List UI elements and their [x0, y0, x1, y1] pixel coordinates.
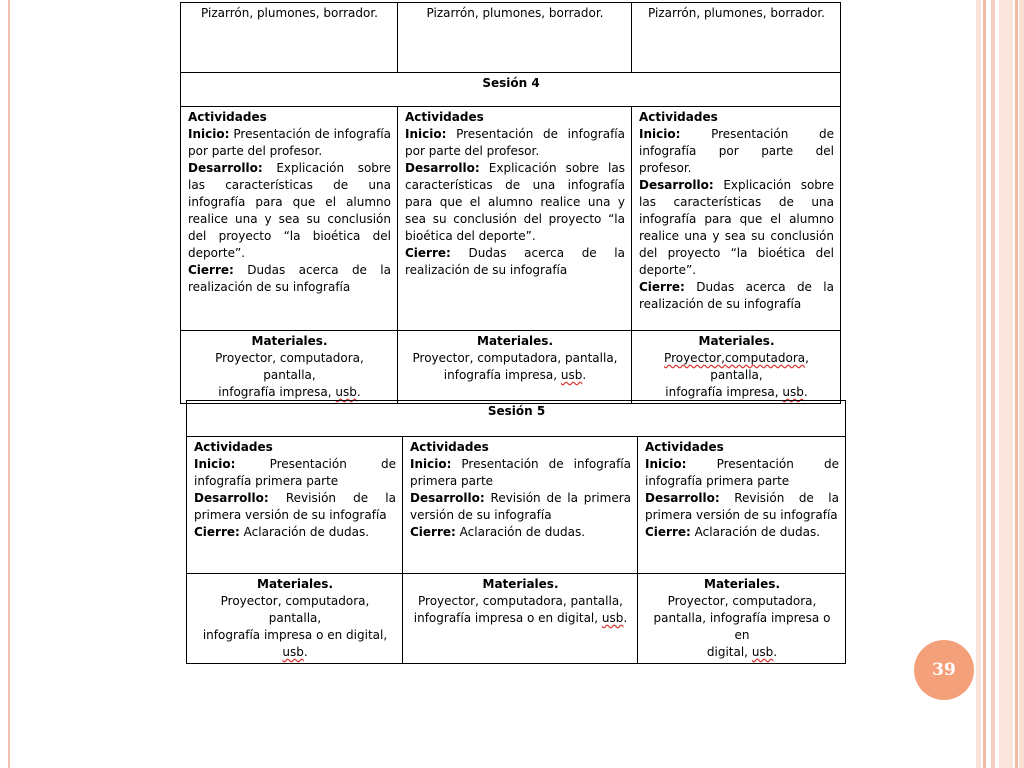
- activities-row: [187, 437, 846, 574]
- materials-line: Proyector, computadora, pantalla,: [220, 594, 370, 625]
- materials-cell: [632, 331, 841, 404]
- resources-cell: Pizarrón, plumones, borrador.: [632, 3, 841, 73]
- activities-cell: [403, 437, 638, 574]
- resources-cell: Pizarrón, plumones, borrador.: [181, 3, 398, 73]
- usb-word: usb: [751, 645, 774, 659]
- materials-cell: [181, 331, 398, 404]
- materials-heading: Materiales.: [482, 577, 559, 591]
- materials-period: .: [803, 385, 808, 399]
- right-decor-stripe: [1015, 0, 1018, 768]
- materials-row: [181, 331, 841, 404]
- activities-cell: [632, 107, 841, 331]
- materials-cell: [398, 331, 632, 404]
- activities-heading: Actividades: [188, 110, 267, 124]
- materials-misspelled-text: Proyector,computadora: [664, 351, 806, 365]
- inicio-label: Inicio:: [188, 127, 230, 141]
- desarrollo-text: Explicación sobre las características de una infografía para que el alumno realice una y sea su conclusión del proyecto “la bioética del deporte”.: [639, 178, 834, 277]
- cierre-label: Cierre:: [410, 525, 456, 539]
- inicio-label: Inicio:: [645, 457, 687, 471]
- session-5-table: [186, 400, 846, 664]
- materials-period: .: [356, 385, 361, 399]
- materials-heading: Materiales.: [704, 577, 780, 591]
- right-decor-stripe: [976, 0, 981, 768]
- materials-line: Proyector, computadora, pantalla,: [412, 351, 618, 365]
- materials-heading: Materiales.: [257, 577, 333, 591]
- materials-row: [187, 574, 846, 664]
- materials-text: infografía impresa o en digital,: [413, 611, 602, 625]
- inicio-text: Presentación de infografía primera parte: [194, 457, 396, 488]
- materials-text: infografía impresa,: [665, 385, 783, 399]
- materials-cell: [638, 574, 846, 664]
- materials-text: , pantalla,: [710, 351, 809, 382]
- activities-heading: Actividades: [645, 440, 724, 454]
- right-decor-stripe: [983, 0, 986, 768]
- cierre-text: Dudas acerca de la realización de su infografía: [188, 263, 391, 294]
- materials-text: infografía impresa o en digital,: [202, 628, 388, 642]
- materials-period: .: [773, 645, 778, 659]
- materials-line: pantalla, infografía impresa o en: [653, 611, 831, 642]
- desarrollo-label: Desarrollo:: [645, 491, 720, 505]
- right-decor-stripe: [991, 0, 995, 768]
- inicio-text: Presentación de infografía primera parte: [645, 457, 839, 488]
- desarrollo-text: Explicación sobre las características de una infografía para que el alumno realice una y sea su conclusión del proyecto “la bioética del deporte”.: [188, 161, 391, 260]
- materials-text: digital,: [706, 645, 752, 659]
- cierre-label: Cierre:: [645, 525, 691, 539]
- materials-period: .: [582, 368, 587, 382]
- materials-text: infografía impresa,: [218, 385, 336, 399]
- inicio-text: Presentación de infografía primera parte: [410, 457, 631, 488]
- activities-cell: [638, 437, 846, 574]
- cierre-text: Dudas acerca de la realización de su infografía: [405, 246, 625, 277]
- desarrollo-label: Desarrollo:: [639, 178, 714, 192]
- desarrollo-label: Desarrollo:: [194, 491, 269, 505]
- materials-cell: [403, 574, 638, 664]
- activities-cell: [398, 107, 632, 331]
- cierre-label: Cierre:: [405, 246, 451, 260]
- inicio-label: Inicio:: [194, 457, 236, 471]
- cierre-label: Cierre:: [639, 280, 685, 294]
- cierre-text: Aclaración de dudas.: [459, 525, 586, 539]
- cierre-label: Cierre:: [194, 525, 240, 539]
- cierre-text: Aclaración de dudas.: [694, 525, 821, 539]
- inicio-label: Inicio:: [639, 127, 681, 141]
- cierre-text: Aclaración de dudas.: [243, 525, 370, 539]
- cierre-label: Cierre:: [188, 263, 234, 277]
- usb-word: usb: [782, 385, 804, 399]
- cierre-text: Dudas acerca de la realización de su infografía: [639, 280, 834, 311]
- desarrollo-text: Explicación sobre las características de una infografía para que el alumno realice una y sea su conclusión del proyecto “la bioética del deporte”.: [405, 161, 625, 243]
- materials-line: Proyector, computadora, pantalla,: [215, 351, 364, 382]
- usb-word: usb: [282, 645, 304, 659]
- desarrollo-label: Desarrollo:: [410, 491, 485, 505]
- inicio-label: Inicio:: [405, 127, 447, 141]
- desarrollo-label: Desarrollo:: [188, 161, 263, 175]
- activities-heading: Actividades: [405, 110, 484, 124]
- inicio-text: Presentación de infografía por parte del profesor.: [405, 127, 625, 158]
- materials-heading: Materiales.: [698, 334, 775, 348]
- materials-period: .: [303, 645, 308, 659]
- materials-cell: [187, 574, 403, 664]
- inicio-text: Presentación de infografía por parte del profesor.: [188, 127, 391, 158]
- session-title: Sesión 5: [187, 401, 846, 437]
- activities-row: [181, 107, 841, 331]
- usb-word: usb: [560, 368, 583, 382]
- materials-heading: Materiales.: [477, 334, 553, 348]
- right-decor-stripe: [1019, 0, 1024, 768]
- inicio-text: Presentación de infografía por parte del profesor.: [639, 127, 834, 175]
- right-decor-stripe: [999, 0, 1013, 768]
- desarrollo-text: Revisión de la primera versión de su infografía: [194, 491, 396, 522]
- activities-cell: [181, 107, 398, 331]
- session-title: Sesión 4: [181, 73, 841, 107]
- materials-line: Proyector, computadora, pantalla,: [418, 594, 623, 608]
- desarrollo-text: Revisión de la primera versión de su infografía: [410, 491, 631, 522]
- resources-cell: Pizarrón, plumones, borrador.: [398, 3, 632, 73]
- inicio-label: Inicio:: [410, 457, 452, 471]
- materials-text: infografía impresa,: [443, 368, 561, 382]
- activities-heading: Actividades: [410, 440, 489, 454]
- desarrollo-label: Desarrollo:: [405, 161, 480, 175]
- activities-heading: Actividades: [194, 440, 273, 454]
- usb-word: usb: [335, 385, 357, 399]
- materials-line: Proyector, computadora,: [667, 594, 817, 608]
- desarrollo-text: Revisión de la primera versión de su infografía: [645, 491, 839, 522]
- session-4-table: [180, 2, 841, 404]
- materials-heading: Materiales.: [251, 334, 328, 348]
- page-number-badge: 39: [914, 640, 974, 700]
- activities-cell: [187, 437, 403, 574]
- materials-period: .: [623, 611, 628, 625]
- activities-heading: Actividades: [639, 110, 718, 124]
- usb-word: usb: [601, 611, 624, 625]
- left-border-line: [8, 0, 10, 768]
- resources-row: [181, 3, 841, 73]
